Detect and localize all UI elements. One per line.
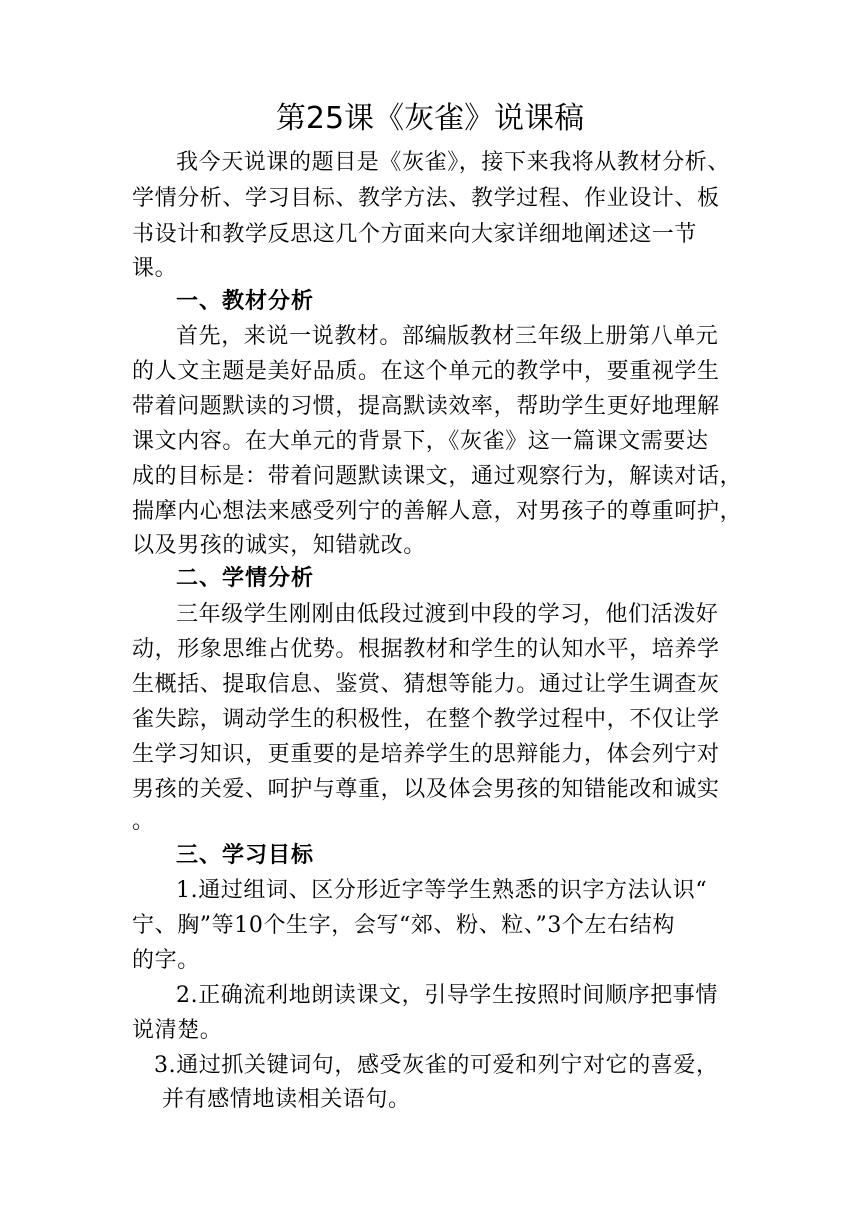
section-2-line-4: 雀失踪，调动学生的积极性，在整个教学过程中，不仅让学 [132,707,720,732]
section-1-line-4: 课文内容。在大单元的背景下，《灰雀》这一篇课文需要达 [132,429,709,454]
section-1-line-1: 首先，来说一说教材。部编版教材三年级上册第八单元 [176,324,719,349]
section-2-line-1: 三年级学生刚刚由低段过渡到中段的学习，他们活泼好 [176,602,719,627]
objective-3-line-2: 并有感情地读相关语句。 [162,1087,411,1112]
section-1-line-3: 带着问题默读的习惯，提高默读效率，帮助学生更好地理解 [132,394,720,419]
section-heading-learner-analysis: 二、学情分析 [176,566,315,591]
section-2-line-6: 男孩的关爱、呵护与尊重，以及体会男孩的知错能改和诚实 [132,777,720,802]
section-1-line-2: 的人文主题是美好品质。在这个单元的教学中，要重视学生 [132,359,720,384]
section-2-line-7: 。 [132,809,155,834]
intro-line-1: 我今天说课的题目是《灰雀》，接下来我将从教材分析、 [176,150,731,175]
objective-1-line-2: 宁、胸”等10个生字，会写“郊、粉、粒、”3个左右结构 [132,913,675,938]
document-title: 第25课《灰雀》说课稿 [275,101,585,136]
objective-3-line-1: 3.通过抓关键词句，感受灰雀的可爱和列宁对它的喜爱， [154,1053,719,1078]
section-1-line-6: 揣摩内心想法来感受列宁的善解人意，对男孩子的尊重呵护， [132,499,743,524]
section-2-line-2: 动，形象思维占优势。根据教材和学生的认知水平，培养学 [132,637,720,662]
intro-line-4: 课。 [132,256,178,281]
objective-2-line-1: 2.正确流利地朗读课文，引导学生按照时间顺序把事情 [176,983,718,1008]
section-2-line-5: 生学习知识，更重要的是培养学生的思辩能力，体会列宁对 [132,742,720,767]
objective-2-line-2: 说清楚。 [132,1018,223,1043]
section-heading-learning-objectives: 三、学习目标 [176,843,315,868]
objective-1-line-1: 1.通过组词、区分形近字等学生熟悉的识字方法认识“ [176,878,708,903]
section-2-line-3: 生概括、提取信息、鉴赏、猜想等能力。通过让学生调查灰 [132,672,720,697]
section-1-line-7: 以及男孩的诚实，知错就改。 [132,533,426,558]
objective-1-line-3: 的字。 [132,948,200,973]
intro-line-3: 书设计和教学反思这几个方面来向大家详细地阐述这一节 [132,222,698,247]
section-1-line-5: 成的目标是：带着问题默读课文，通过观察行为，解读对话， [132,464,743,489]
intro-line-2: 学情分析、学习目标、教学方法、教学过程、作业设计、板 [132,186,720,211]
section-heading-textbook-analysis: 一、教材分析 [176,289,315,314]
